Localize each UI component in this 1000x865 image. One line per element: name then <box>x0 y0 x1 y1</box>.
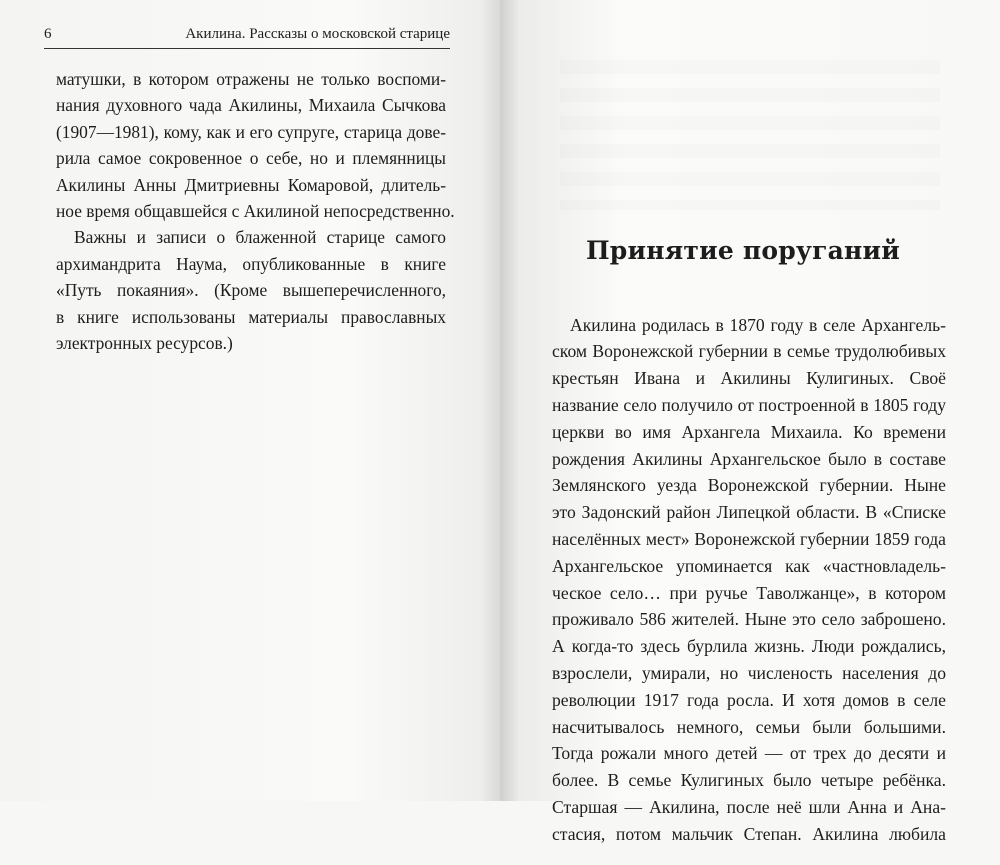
text-line: «Путь покаяния». (Кроме вышеперечисленного, <box>56 280 446 301</box>
text-line: Землянского уезда Воронежской губернии. Ныне <box>552 475 946 496</box>
text-line: Важны и записи о блаженной старице самого <box>74 227 446 248</box>
running-head-title: Акилина. Рассказы о московской старице <box>185 26 450 42</box>
text-line: Тогда рожали много детей — от трех до десяти и <box>552 743 946 764</box>
running-head <box>44 24 450 49</box>
text-line: рождения Акилины Архангельское было в составе <box>552 448 946 469</box>
text-line: матушки, в котором отражены не только воспоми- <box>56 69 446 89</box>
text-line: рила самое сокровенное о себе, но и племянницы <box>56 148 446 169</box>
text-line: А когда-то здесь бурлила жизнь. Люди рождались, <box>552 636 946 657</box>
text-line: Старшая — Акилина, после неё шли Анна и Ана- <box>552 796 946 817</box>
text-line: стасия, потом мальчик Степан. Акилина любила <box>552 823 946 844</box>
text-line: проживало 586 жителей. Ныне это село заброшено. <box>552 609 946 630</box>
text-line: нания духовного чада Акилины, Михаила Сычкова <box>56 95 446 116</box>
text-line: Акилина родилась в 1870 году в селе Архангель- <box>570 314 946 335</box>
text-line: Архангельское упоминается как «частновладель- <box>552 555 946 576</box>
text-line: ческое село… при ручье Таволжанце», в котором <box>552 582 946 603</box>
paragraph <box>56 224 446 356</box>
text-line: электронных ресурсов.) <box>56 333 233 354</box>
text-line: более. В семье Кулигиных было четыре ребёнка. <box>552 770 946 791</box>
text-line: Акилины Анны Дмитриевны Комаровой, длитель- <box>56 174 446 195</box>
text-line: в книге использованы материалы православных <box>56 306 446 327</box>
text-line: насчитывалось немного, семьи были большими. <box>552 716 946 737</box>
chapter-title: Принятие поруганий <box>585 236 900 265</box>
text-line: взрослели, умирали, но численость населения до <box>552 662 946 683</box>
text-line: это Задонский район Липецкой области. В «Списке <box>552 502 946 523</box>
text-line: революции 1917 года росла. И хотя домов в селе <box>552 689 946 710</box>
text-line: архимандрита Наума, опубликованные в книге <box>56 253 446 274</box>
left-page <box>0 0 500 801</box>
page-number: 6 <box>44 26 52 42</box>
text-line: ное время общавшейся с Акилиной непосредственно. <box>56 201 455 222</box>
text-line: название село получило от построенной в 1805 году <box>552 394 946 415</box>
left-page-text <box>56 66 455 356</box>
paragraph <box>552 312 946 848</box>
text-line: (1907—1981), кому, как и его супруге, старица дове- <box>56 121 446 142</box>
paragraph <box>56 66 455 224</box>
text-line: ском Воронежской губернии в семье трудолюбивых <box>552 341 946 362</box>
text-line: церкви во имя Архангела Михаила. Ко времени <box>552 421 946 442</box>
text-line: крестьян Ивана и Акилины Кулигиных. Своё <box>552 368 946 389</box>
right-page-text <box>552 294 946 865</box>
text-line: населённых мест» Воронежской губернии 1859 года <box>552 528 946 549</box>
show-through-texture <box>560 60 940 210</box>
